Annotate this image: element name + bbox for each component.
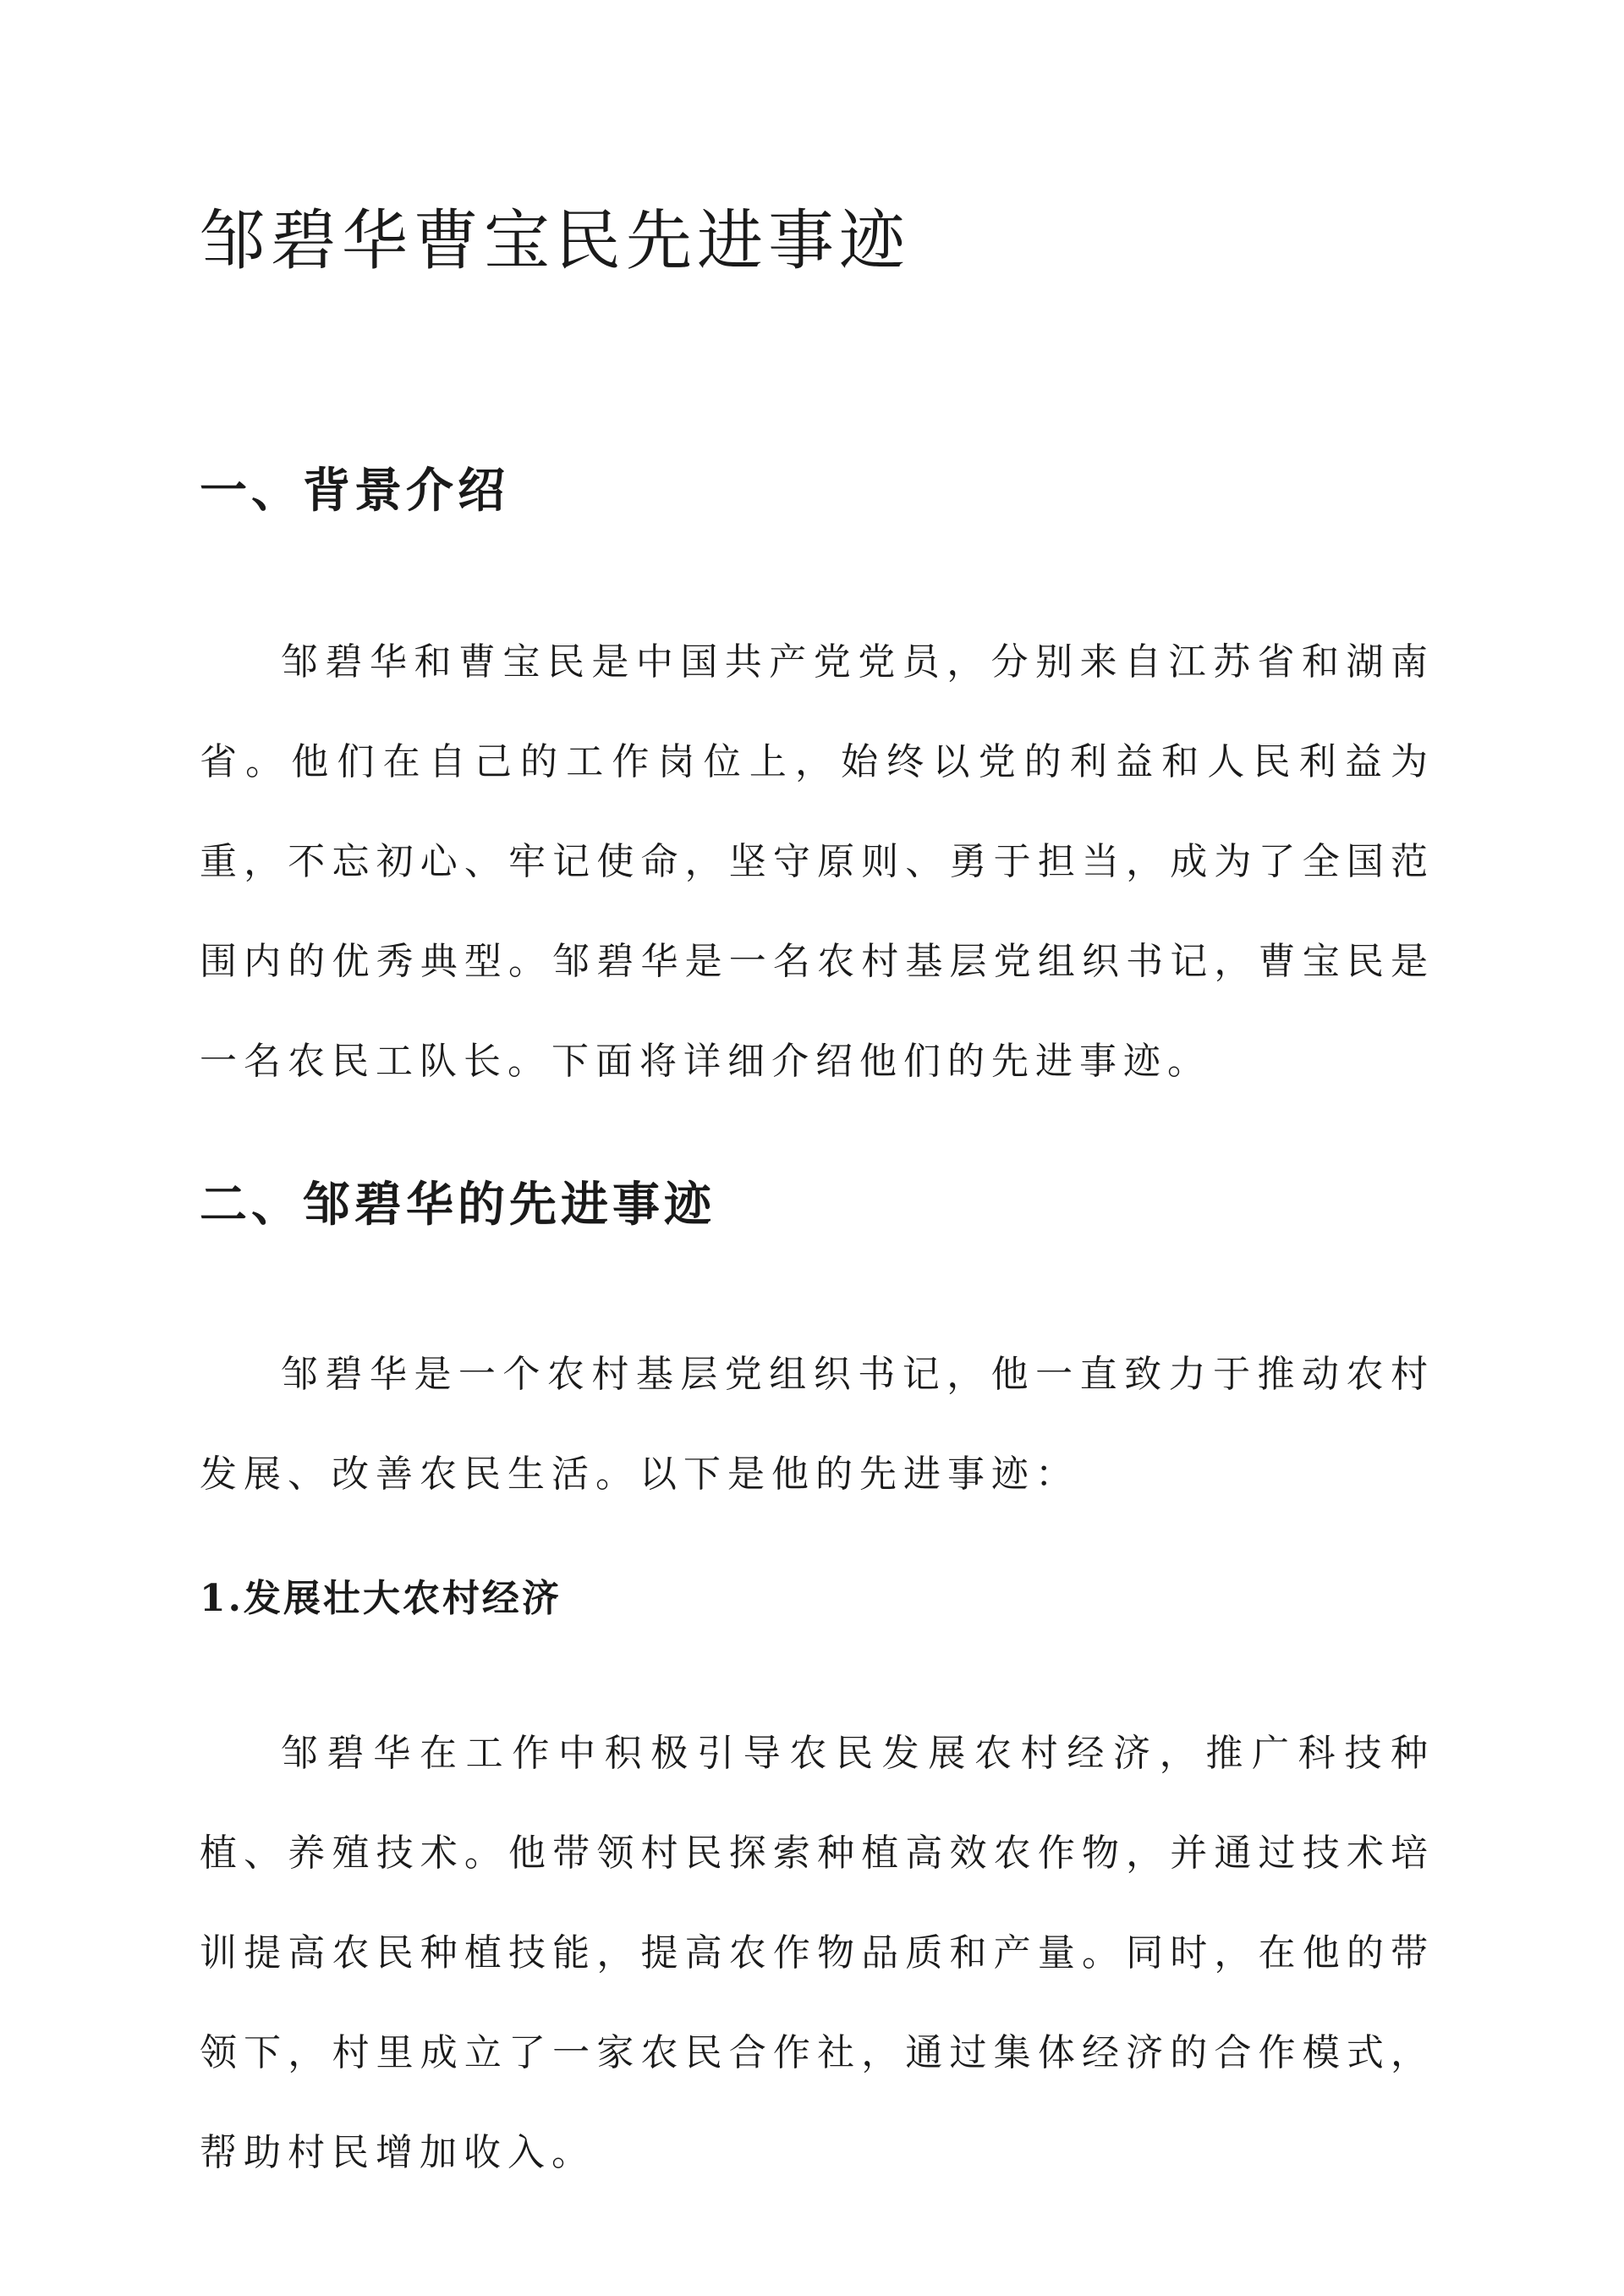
document-title: 邹碧华曹宝民先进事迹	[200, 203, 911, 279]
section-heading-zou-bihua: 二、邹碧华的先进事迹	[200, 1177, 716, 1233]
paragraph-rural-economy: 邹碧华在工作中积极引导农民发展农村经济，推广科技种植、养殖技术。他带领村民探索种植高效农作物，并通过技术培训提高农民种植技能，提高农作物品质和产量。同时，在他的带领下，村里成立了一家农民合作社，通过集体经济的合作模式，帮助村民增加收入。	[200, 1732, 1435, 2174]
paragraph-zou-bihua-intro: 邹碧华是一个农村基层党组织书记，他一直致力于推动农村发展、改善农民生活。以下是他的先进事迹：	[200, 1353, 1435, 1496]
section-heading-background: 一、背景介绍	[200, 463, 509, 519]
paragraph-background: 邹碧华和曹宝民是中国共产党党员，分别来自江苏省和湖南省。他们在自己的工作岗位上，始终以党的利益和人民利益为重，不忘初心、牢记使命，坚守原则、勇于担当，成为了全国范围内的优秀典型。邹碧华是一名农村基层党组织书记，曹宝民是一名农民工队长。下面将详细介绍他们的先进事迹。	[200, 640, 1435, 1083]
subsection-heading-rural-economy: 1.发展壮大农村经济	[200, 1577, 562, 1620]
document-body	[200, 195, 1435, 2203]
